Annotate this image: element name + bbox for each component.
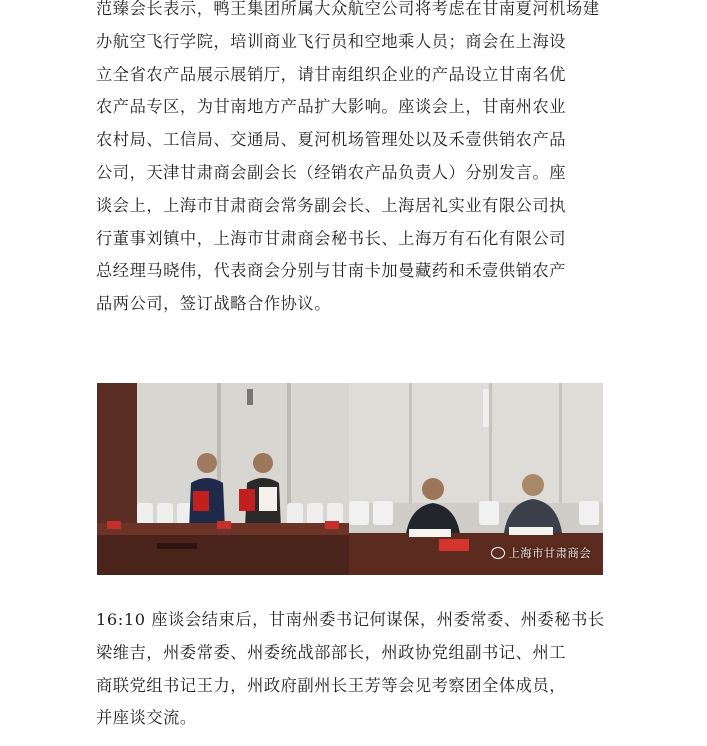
text-line: 16:10 座谈会结束后，甘南州委书记何谋保，州委常委、州委秘书长 xyxy=(96,610,605,629)
body-paragraph-2 xyxy=(96,604,616,735)
text-line: 范臻会长表示，鸭王集团所属大众航空公司将考虑在甘南夏河机场建 xyxy=(96,0,600,18)
body-paragraph-1 xyxy=(96,0,616,321)
watermark-text: 上海市甘肃商会 xyxy=(508,546,591,560)
text-line: 总经理马晓伟，代表商会分别与甘南卡加曼藏药和禾壹供销农产 xyxy=(96,261,567,281)
photo-signing-at-table xyxy=(349,383,603,575)
text-line: 梁维吉，州委常委、州委统战部部长，州政协党组副书记、州工 xyxy=(96,642,567,662)
text-line: 农村局、工信局、交通局、夏河机场管理处以及禾壹供销农产品 xyxy=(96,130,567,150)
text-line: 行董事刘镇中，上海市甘肃商会秘书长、上海万有石化有限公司 xyxy=(96,228,567,248)
text-line: 农产品专区，为甘南地方产品扩大影响。座谈会上，甘南州农业 xyxy=(96,97,567,117)
text-line: 办航空飞行学院，培训商业飞行员和空地乘人员；商会在上海设 xyxy=(96,31,567,51)
text-line: 公司，天津甘肃商会副会长（经销农产品负责人）分别发言。座 xyxy=(96,162,567,182)
photo-strip xyxy=(97,383,603,575)
text-line: 品两公司，签订战略合作协议。 xyxy=(96,294,332,314)
photo-signing-ceremony-standing xyxy=(97,383,349,575)
text-line: 商联党组书记王力，州政府副州长王芳等会见考察团全体成员， xyxy=(96,675,567,695)
text-line: 立全省农产品展示展销厅，请甘南组织企业的产品设立甘南名优 xyxy=(96,64,567,84)
text-line: 谈会上，上海市甘肃商会常务副会长、上海居礼实业有限公司执 xyxy=(96,195,567,215)
wechat-icon xyxy=(491,547,505,559)
text-line: 并座谈交流。 xyxy=(96,708,197,728)
watermark xyxy=(491,545,591,561)
